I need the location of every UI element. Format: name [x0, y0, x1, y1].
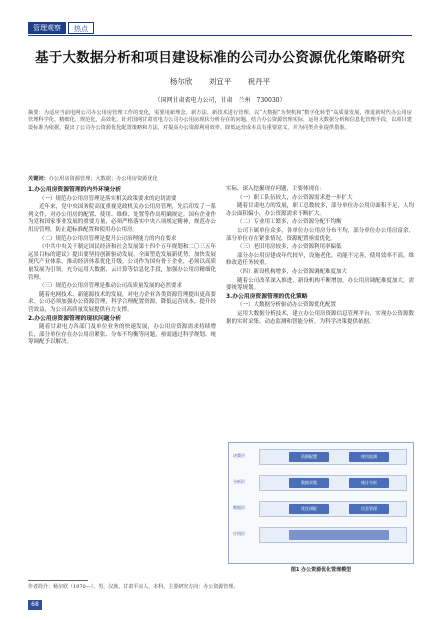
- paragraph: 随着甘肃电力的发展，职工总数较多，部分单位办公用房面积不足，人均办公面积偏小，办公资源需求不断扩大。: [226, 203, 414, 217]
- section-heading: 3.办公用房资源管理的优化策略: [226, 293, 308, 300]
- subsection-heading: （三）老旧用房较多，办公资源利用率偏低: [237, 244, 342, 251]
- figure-caption: 图1 办公资源优化管理模型: [290, 567, 352, 573]
- footnote: 作者简介：杨尔欣（1970—），男，汉族，甘肃平凉人，本科，主要研究方向：办公资源管理。: [28, 584, 239, 590]
- paragraph: 《中共中央关于制定国民经济和社会发展第十四个五年规划和二〇三五年远景目标的建议》提出要坚持创新驱动发展，全面塑造发展新优势，加快发展现代产业体系，推动经济体系优化升级。公司作为国有骨干企业，必须以高质量发展为引领，充分运用大数据、云计算等信息化手段，加强办公用房精细化管理。: [28, 244, 216, 281]
- subsection-heading: （一）规范办公用房管理是落实相关政策要求的迫切需要: [39, 195, 177, 202]
- fig-box-wide: [289, 530, 389, 540]
- fig-row-label: 决策层: [233, 453, 245, 458]
- fig-box: 资源配置: [289, 452, 329, 462]
- footnote-rule: [28, 580, 88, 581]
- section-tag: 管理观察: [28, 22, 66, 34]
- keywords-text: 办公用房资源管理；大数据；办公用房资源优化: [48, 176, 158, 182]
- abstract: 摘要：为适应当前电网公司办公用房管理工作的变化，需要用新理念、新方法、新技术进行管理。以“大数据”为契机和“数字化转型”高质量发展，推进新时代办公用房管理科学化、精细化、规范化、高效化。针对国网甘肃省电力公司办公用房现状分析存在的问题，结合办公资源管理实际，运用大数据分析和信息化管理手段，以项目建设标准为依据，提出了公司办公资源优化配置策略和方法，对提高办公资源利用效率、降低运营成本具有重要意义，并为同类企业提供借鉴。: [28, 110, 412, 131]
- section-heading: 1.办公用房资源管理的内外环境分析: [28, 187, 122, 193]
- paragraph: 随着甘肃电力各部门及单位业务的快速发展，办公用房资源需求持续增长，部分单位存在办公用房紧张、分布不均衡等问题，亟需通过科学规划、统筹调配予以解决。: [28, 324, 216, 346]
- header-rule: [28, 35, 412, 36]
- subsection-heading: （二）专业用工繁多，办公资源分配不均衡: [237, 219, 342, 226]
- paragraph: 部分办公用房建成年代较早，设施老化，功能不完善，使用效率不高，维修改造任务较重。: [226, 252, 414, 267]
- paragraph: 近年来，党中央国务院高度重视党政机关办公用房管理，先后印发了一系列文件，对办公用房的配置、使用、维修、处置等作出明确规定。国有企业作为党和国家事业发展的重要力量，必须严格落实中央八项规定精神，规范办公用房管理，防止超标准配置和使用办公用房。: [28, 204, 216, 233]
- left-column: [28, 186, 216, 347]
- subsection-tag: 热点: [68, 22, 94, 34]
- paragraph: 随着公司改革深入推进，新设机构不断增加，办公用房调配难度加大，需要统筹规划。: [226, 277, 414, 292]
- header-band: [28, 22, 94, 34]
- fig-row-label: 应用层: [233, 531, 245, 536]
- fig-box: 优化调配: [289, 504, 329, 514]
- fig-box: 信息管理: [349, 504, 389, 514]
- fig-box: 统计分析: [349, 478, 389, 488]
- subsection-heading: （一）大数据分析驱动办公资源优化配置: [237, 302, 337, 309]
- subsection-heading: （二）规范办公用房管理是提升公司治理能力的内在要求: [39, 235, 177, 242]
- fig-row-label: 分析层: [233, 479, 245, 484]
- subsection-heading: （三）规范办公用房管理是推动公司高质量发展的必然要求: [39, 283, 183, 290]
- paragraph: 实际，深入挖掘现存问题，主要体现在：: [226, 186, 326, 192]
- article-title: 基于大数据分析和项目建设标准的公司办公资源优化策略研究: [35, 50, 405, 66]
- affiliation: （国网甘肃省电力公司，甘肃 兰州 730030）: [154, 97, 286, 104]
- keywords-label: 关键词：: [28, 176, 49, 182]
- subsection-heading: （一）职工队伍较大，办公资源需求进一步扩大: [237, 194, 353, 201]
- figure-diagram: [228, 442, 414, 564]
- fig-box: 数据采集: [289, 478, 329, 488]
- fig-row-label: 数据层: [233, 505, 245, 510]
- section-heading: 2.办公用房资源管理的现状问题分析: [28, 315, 122, 322]
- keywords: [28, 175, 412, 182]
- paragraph: 公司下属单位众多，各单位办公用房分布不均，部分单位办公用房富余，部分单位存在紧张情况，资源配置亟需优化。: [226, 227, 414, 242]
- page-number: 68: [28, 600, 42, 610]
- subsection-heading: （四）新设机构增多，办公资源调配难度加大: [237, 268, 348, 275]
- right-column: [226, 186, 414, 326]
- author-list: 杨尔欣 刘宜平 祝丹平: [169, 77, 271, 86]
- paragraph: 随着电网技术、新能源技术的发展，对电力企业各类资源管理提出更高要求。公司必须加强办公资源管理，科学合理配置资源，降低运营成本，提升经营效益，为公司高质量发展提供有力支撑。: [28, 291, 216, 313]
- fig-box: 使用监测: [349, 452, 389, 462]
- paragraph: 运用大数据分析技术，建立办公用房资源信息管理平台，实现办公资源数据的实时采集、动态监测和智能分析，为科学决策提供依据。: [226, 310, 414, 325]
